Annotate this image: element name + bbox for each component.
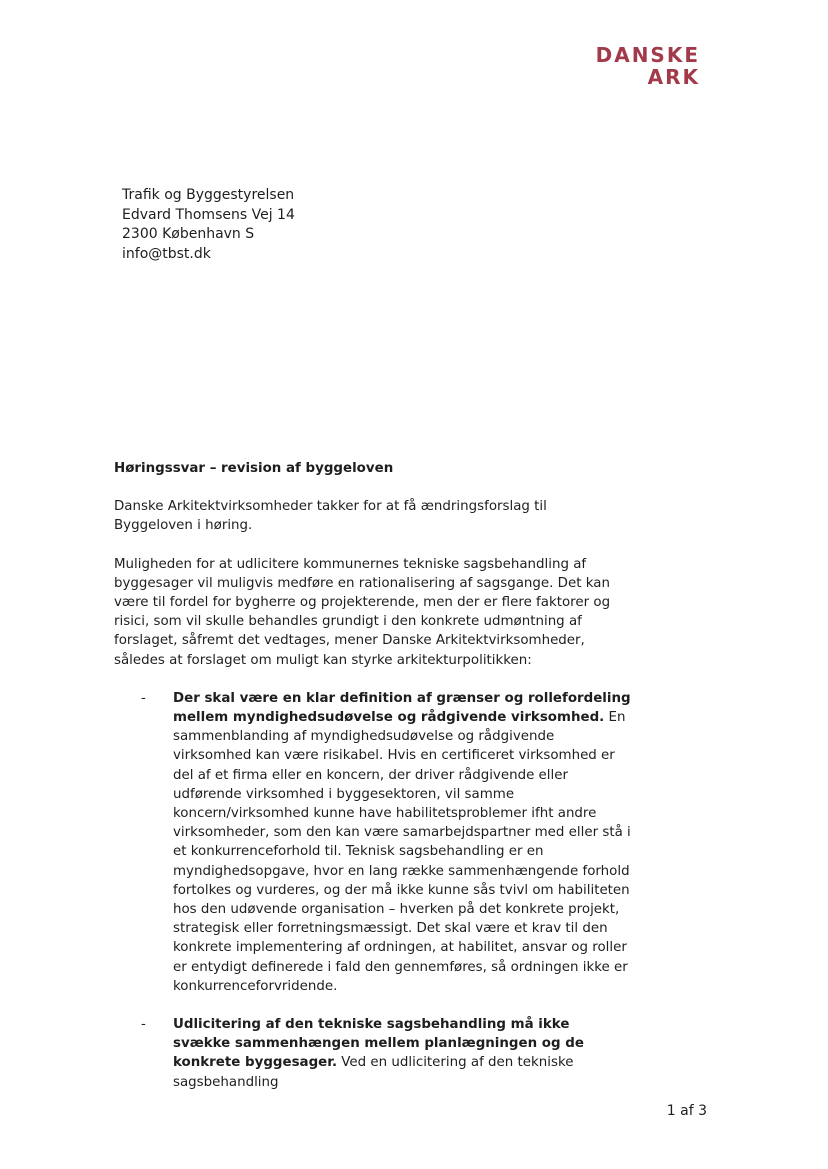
context-paragraph: Muligheden for at udlicitere kommunernes tekniske sagsbehandling af byggesager vil muligvis medføre en rationalisering af sagsgange. Det kan være til fordel for bygherre og projekterende, men der er flere faktorer og risici, som vil skulle behandles grundigt i den konkrete udmøntning af forslaget, såfremt det vedtages, mener Danske Arkitektvirksomheder, således at forslaget om muligt kan styrke arkitekturpolitikken: <box>114 556 611 668</box>
address-line-organization: Trafik og Byggestyrelsen <box>122 187 295 203</box>
danske-ark-logo <box>596 44 700 88</box>
recipient-address <box>122 186 295 264</box>
bullet-dash: - <box>141 690 146 706</box>
address-line-street: Edvard Thomsens Vej 14 <box>122 206 295 223</box>
bullet-text: Ved en udlicitering af den tekniske sagsbehandling <box>173 1055 574 1090</box>
bullet-point-planning-coherence <box>114 1015 631 1092</box>
logo-line-2: ARK <box>647 65 700 89</box>
address-line-email: info@tbst.dk <box>122 245 211 262</box>
page-number: 1 af 3 <box>666 1103 707 1119</box>
letter-body <box>114 459 634 1111</box>
intro-paragraph: Danske Arkitektvirksomheder takker for at få ændringsforslag til Byggeloven i høring. <box>114 499 547 534</box>
bullet-lead: Udlicitering af den tekniske sagsbehandling må ikke svække sammenhængen mellem planlægningen og de konkrete byggesager. <box>173 1017 584 1071</box>
logo-line-1: DANSKE <box>595 43 700 67</box>
bullet-text: En sammenblanding af myndighedsudøvelse og rådgivende virksomhed kan være risikabel. Hvis en certificeret virksomhed er del af et firma eller en koncern, der driver rådgivende eller udførende virksomhed i byggesektoren, vil samme koncern/virksomhed kunne have habilitetsproblemer ifht andre virksomheder, som den kan være samarbejdspartner med eller stå i et konkurrenceforhold til. Teknisk sagsbehandling er en myndighedsopgave, hvor en lang række sammenhængende forhold fortolkes og vurderes, og der må ikke kunne sås tvivl om habiliteten hos den udøvende organisation – hverken på det konkrete projekt, strategisk eller forretningsmæssigt. Det skal være et krav til den konkrete implementering af ordningen, at habilitet, ansvar og roller er entydigt definerede i fald den gennemføres, så ordningen ikke er konkurrenceforvridende. <box>173 710 631 994</box>
bullet-dash: - <box>141 1017 146 1033</box>
letter-title: Høringssvar – revision af byggeloven <box>114 461 394 476</box>
address-line-city: 2300 København S <box>122 226 255 242</box>
bullet-point-role-definition <box>114 689 631 996</box>
bullet-lead: Der skal være en klar definition af grænser og rollefordeling mellem myndighedsudøvelse og rådgivende virksomhed. <box>173 690 631 726</box>
